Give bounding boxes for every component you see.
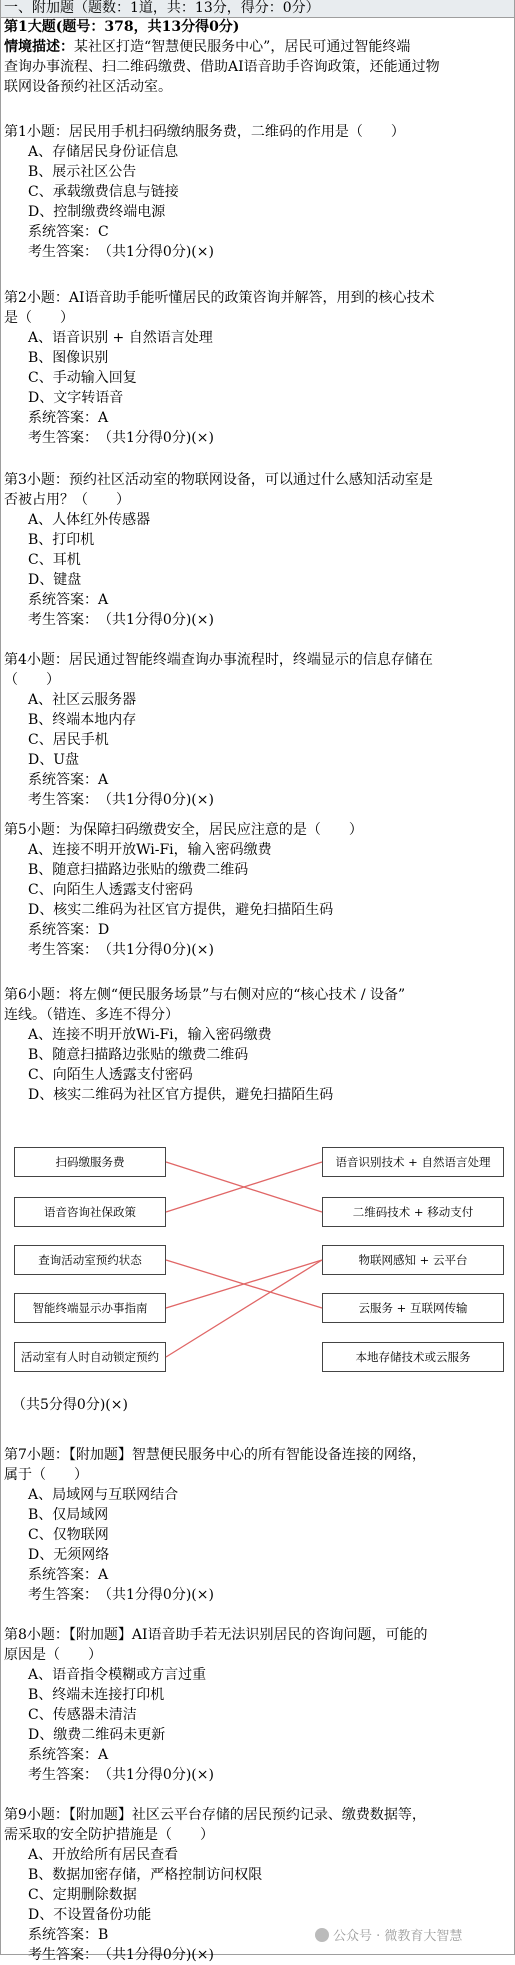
match-left-item-1[interactable]: 扫码缴服务费 — [14, 1147, 166, 1177]
match-left-item-2[interactable]: 语音咨询社保政策 — [14, 1197, 166, 1227]
question-3-stem-line-1: 第3小题：预约社区活动室的物联网设备，可以通过什么感知活动室是 — [4, 472, 433, 488]
question-6-stem-line-2: 连线。（错连、多连不得分） — [4, 1007, 179, 1023]
question-4-system-answer: 系统答案：A — [28, 772, 109, 788]
question-8-option-d: D、缴费二维码未更新 — [28, 1727, 166, 1743]
question-3-system-answer: 系统答案：A — [28, 592, 109, 608]
question-9-system-answer: 系统答案：B — [28, 1927, 109, 1943]
question-5-option-a: A、连接不明开放Wi-Fi，输入密码缴费 — [28, 842, 272, 858]
match-right-item-3[interactable]: 物联网感知 + 云平台 — [322, 1245, 504, 1275]
big-question-title: 第1大题(题号：378，共13分得0分) — [4, 19, 240, 35]
question-5-option-c: C、向陌生人透露支付密码 — [28, 882, 193, 898]
question-4-option-a: A、社区云服务器 — [28, 692, 137, 708]
question-2-system-answer: 系统答案：A — [28, 410, 109, 426]
watermark — [315, 1925, 462, 1944]
question-5-student-answer: 考生答案： （共1分得0分)(×) — [28, 942, 214, 958]
question-1-system-answer: 系统答案：C — [28, 224, 109, 240]
question-3-option-a: A、人体红外传感器 — [28, 512, 151, 528]
scenario-label: 情境描述： — [4, 39, 74, 55]
question-1-option-a: A、存储居民身份证信息 — [28, 144, 179, 160]
match-left-item-4[interactable]: 智能终端显示办事指南 — [14, 1293, 166, 1323]
question-3-option-c: C、耳机 — [28, 552, 81, 568]
scenario-text-1: 某社区打造“智慧便民服务中心”，居民可通过智能终端 — [74, 39, 411, 55]
question-2-stem-line-2: 是（ ） — [4, 310, 74, 326]
question-7-stem-line-1: 第7小题：【附加题】智慧便民服务中心的所有智能设备连接的网络， — [4, 1447, 426, 1463]
question-6-option-b: B、随意扫描路边张贴的缴费二维码 — [28, 1047, 249, 1063]
question-8-system-answer: 系统答案：A — [28, 1747, 109, 1763]
scenario-line-3: 联网设备预约社区活动室。 — [4, 79, 172, 95]
question-6-score: （共5分得0分)(×) — [12, 1397, 128, 1413]
question-9-student-answer: 考生答案： （共1分得0分)(×) — [28, 1947, 214, 1963]
question-1-stem-line-1: 第1小题：居民用手机扫码缴纳服务费，二维码的作用是（ ） — [4, 124, 405, 140]
question-2-option-c: C、手动输入回复 — [28, 370, 137, 386]
question-4-stem-line-2: （ ） — [4, 672, 60, 688]
question-5-option-b: B、随意扫描路边张贴的缴费二维码 — [28, 862, 249, 878]
question-5-system-answer: 系统答案：D — [28, 922, 110, 938]
question-3-student-answer: 考生答案： （共1分得0分)(×) — [28, 612, 214, 628]
question-9-option-b: B、数据加密存储，严格控制访问权限 — [28, 1867, 263, 1883]
section-header: 一、附加题（题数：1道，共：13分，得分：0分） — [4, 0, 320, 16]
question-1-student-answer: 考生答案： （共1分得0分)(×) — [28, 244, 214, 260]
question-8-option-b: B、终端未连接打印机 — [28, 1687, 165, 1703]
scenario-line-2: 查询办事流程、扫二维码缴费、借助AI语音助手咨询政策，还能通过物 — [4, 59, 440, 75]
match-line-5 — [166, 1260, 322, 1357]
question-8-option-a: A、语音指令模糊或方言过重 — [28, 1667, 207, 1683]
question-4-option-d: D、U盘 — [28, 752, 80, 768]
question-3-option-d: D、键盘 — [28, 572, 82, 588]
question-6-stem-line-1: 第6小题：将左侧“便民服务场景”与右侧对应的“核心技术 / 设备” — [4, 987, 406, 1003]
question-3-stem-line-2: 否被占用？（ ） — [4, 492, 130, 508]
question-7-option-a: A、局域网与互联网结合 — [28, 1487, 179, 1503]
question-4-option-c: C、居民手机 — [28, 732, 109, 748]
question-6-option-c: C、向陌生人透露支付密码 — [28, 1067, 193, 1083]
match-right-item-1[interactable]: 语音识别技术 + 自然语言处理 — [322, 1147, 504, 1177]
question-7-option-c: C、仅物联网 — [28, 1527, 109, 1543]
match-right-item-4[interactable]: 云服务 + 互联网传输 — [322, 1293, 504, 1323]
question-1-option-d: D、控制缴费终端电源 — [28, 204, 166, 220]
question-7-student-answer: 考生答案： （共1分得0分)(×) — [28, 1587, 214, 1603]
question-1-option-b: B、展示社区公告 — [28, 164, 137, 180]
question-7-stem-line-2: 属于（ ） — [4, 1467, 88, 1483]
question-5-option-d: D、核实二维码为社区官方提供，避免扫描陌生码 — [28, 902, 334, 918]
match-right-item-2[interactable]: 二维码技术 + 移动支付 — [322, 1197, 504, 1227]
watermark-text: 公众号 · 微教育大智慧 — [333, 1929, 463, 1944]
match-left-item-5[interactable]: 活动室有人时自动锁定预约 — [14, 1342, 166, 1372]
question-9-option-c: C、定期删除数据 — [28, 1887, 137, 1903]
question-2-stem-line-1: 第2小题：AI语音助手能听懂居民的政策咨询并解答，用到的核心技术 — [4, 290, 435, 306]
question-2-option-a: A、语音识别 + 自然语言处理 — [28, 330, 213, 346]
match-left-item-3[interactable]: 查询活动室预约状态 — [14, 1245, 166, 1275]
question-2-student-answer: 考生答案： （共1分得0分)(×) — [28, 430, 214, 446]
match-right-item-5[interactable]: 本地存储技术或云服务 — [322, 1342, 504, 1372]
question-9-option-a: A、开放给所有居民查看 — [28, 1847, 179, 1863]
question-7-option-b: B、仅局域网 — [28, 1507, 109, 1523]
question-3-option-b: B、打印机 — [28, 532, 95, 548]
question-9-stem-line-1: 第9小题：【附加题】社区云平台存储的居民预约记录、缴费数据等， — [4, 1807, 426, 1823]
question-8-stem-line-2: 原因是（ ） — [4, 1647, 102, 1663]
question-9-option-d: D、不设置备份功能 — [28, 1907, 152, 1923]
wechat-icon — [315, 1928, 329, 1942]
question-4-stem-line-1: 第4小题：居民通过智能终端查询办事流程时，终端显示的信息存储在 — [4, 652, 433, 668]
question-6-option-a: A、连接不明开放Wi-Fi，输入密码缴费 — [28, 1027, 272, 1043]
question-2-option-b: B、图像识别 — [28, 350, 109, 366]
question-9-stem-line-2: 需采取的安全防护措施是（ ） — [4, 1827, 214, 1843]
question-8-option-c: C、传感器未清洁 — [28, 1707, 137, 1723]
question-2-option-d: D、文字转语音 — [28, 390, 124, 406]
question-5-stem-line-1: 第5小题：为保障扫码缴费安全，居民应注意的是（ ） — [4, 822, 363, 838]
question-7-system-answer: 系统答案：A — [28, 1567, 109, 1583]
question-7-option-d: D、无须网络 — [28, 1547, 110, 1563]
question-6-option-d: D、核实二维码为社区官方提供，避免扫描陌生码 — [28, 1087, 334, 1103]
question-4-student-answer: 考生答案： （共1分得0分)(×) — [28, 792, 214, 808]
question-4-option-b: B、终端本地内存 — [28, 712, 137, 728]
question-8-student-answer: 考生答案： （共1分得0分)(×) — [28, 1767, 214, 1783]
question-1-option-c: C、承载缴费信息与链接 — [28, 184, 179, 200]
question-8-stem-line-1: 第8小题：【附加题】AI语音助手若无法识别居民的咨询问题，可能的 — [4, 1627, 428, 1643]
